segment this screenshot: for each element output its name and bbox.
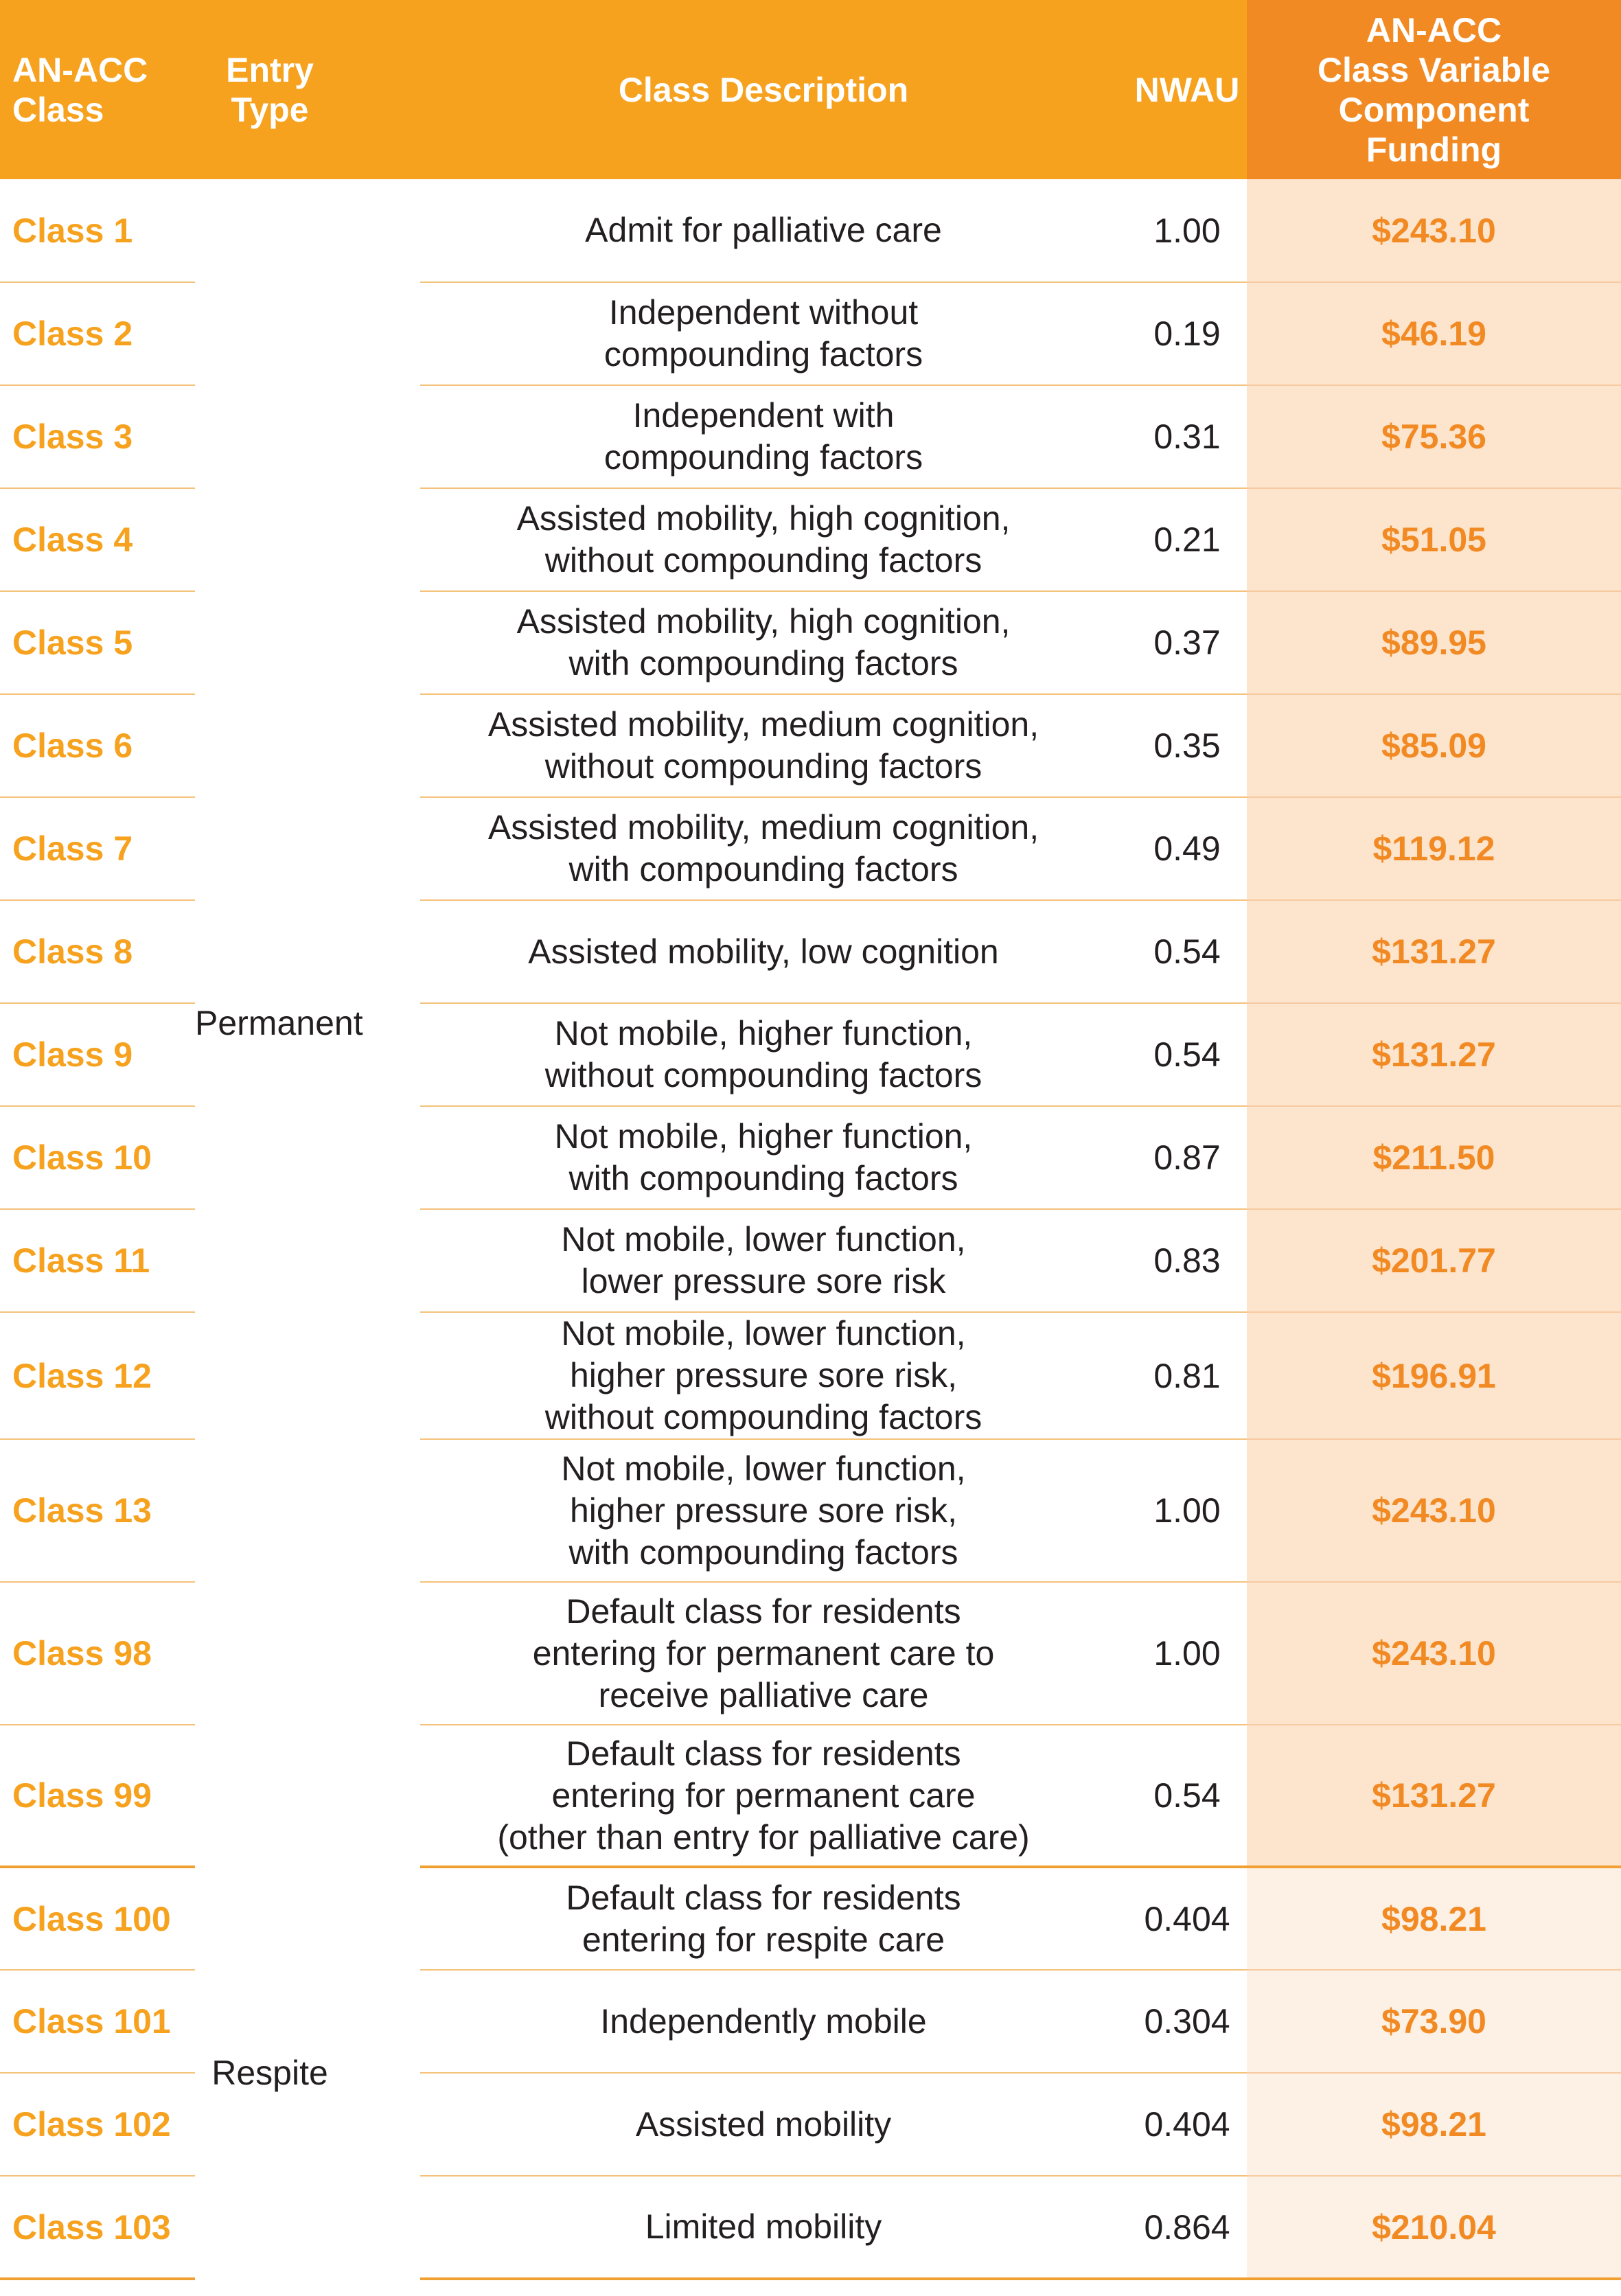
description-line: Assisted mobility, low cognition — [528, 932, 999, 971]
class-name: Class 99 — [0, 1725, 195, 1867]
description-line: Limited mobility — [645, 2207, 882, 2246]
nwau-value: 1.00 — [1107, 1439, 1247, 1582]
class-description — [420, 797, 1107, 900]
nwau-value: 0.54 — [1107, 1003, 1247, 1106]
nwau-value: 0.81 — [1107, 1312, 1247, 1439]
funding-value: $131.27 — [1247, 1725, 1621, 1867]
permanent-group — [0, 179, 1621, 1867]
class-name: Class 103 — [0, 2176, 195, 2279]
class-description — [420, 1970, 1107, 2073]
class-name: Class 8 — [0, 900, 195, 1003]
nwau-value: 0.54 — [1107, 1725, 1247, 1867]
header-nwau: NWAU — [1107, 0, 1247, 179]
class-name: Class 11 — [0, 1209, 195, 1312]
description-line: Independently mobile — [600, 2001, 927, 2041]
description-line: Not mobile, lower function, — [561, 1220, 966, 1259]
description-line: lower pressure sore risk — [581, 1262, 946, 1300]
description-line: Not mobile, lower function, — [561, 1449, 966, 1488]
funding-value: $211.50 — [1247, 1106, 1621, 1209]
class-description — [420, 1312, 1107, 1439]
funding-value: $131.27 — [1247, 1003, 1621, 1106]
class-name: Class 102 — [0, 2073, 195, 2176]
description-line: Admit for palliative care — [585, 211, 942, 249]
nwau-value: 0.864 — [1107, 2176, 1247, 2279]
description-line: Not mobile, lower function, — [561, 1314, 966, 1353]
header-funding: AN-ACC Class Variable Component Funding — [1247, 0, 1621, 179]
nwau-value: 0.404 — [1107, 2073, 1247, 2176]
class-description — [420, 2073, 1107, 2176]
class-name: Class 5 — [0, 591, 195, 694]
nwau-value: 0.404 — [1107, 1867, 1247, 1970]
description-line: without compounding factors — [544, 1398, 982, 1436]
class-description — [420, 1003, 1107, 1106]
nwau-value: 0.83 — [1107, 1209, 1247, 1312]
description-line: Not mobile, higher function, — [554, 1014, 973, 1053]
funding-value: $98.21 — [1247, 2073, 1621, 2176]
description-line: Default class for residents — [566, 1878, 961, 1917]
table-row — [0, 1867, 1621, 1970]
header-class-description: Class Description — [420, 0, 1107, 179]
nwau-value: 0.21 — [1107, 488, 1247, 591]
class-name: Class 2 — [0, 282, 195, 385]
funding-value: $73.90 — [1247, 1970, 1621, 2073]
description-line: receive palliative care — [598, 1675, 929, 1714]
description-line: Assisted mobility — [635, 2104, 892, 2144]
description-line: Assisted mobility, medium cognition, — [487, 705, 1039, 744]
class-name: Class 1 — [0, 179, 195, 282]
funding-value: $243.10 — [1247, 179, 1621, 282]
nwau-value: 0.304 — [1107, 1970, 1247, 2073]
entry-type: Respite — [211, 2054, 328, 2092]
funding-value: $51.05 — [1247, 488, 1621, 591]
class-description — [420, 282, 1107, 385]
class-name: Class 100 — [0, 1867, 195, 1970]
nwau-value: 0.54 — [1107, 900, 1247, 1003]
description-line: Not mobile, higher function, — [554, 1117, 973, 1156]
description-line: entering for permanent care to — [532, 1633, 995, 1673]
description-line: compounding factors — [603, 438, 923, 477]
funding-value: $210.04 — [1247, 2176, 1621, 2279]
description-line: without compounding factors — [544, 541, 982, 579]
nwau-value: 0.37 — [1107, 591, 1247, 694]
funding-value: $196.91 — [1247, 1312, 1621, 1439]
class-name: Class 6 — [0, 694, 195, 797]
class-description — [420, 1106, 1107, 1209]
class-description — [420, 694, 1107, 797]
funding-value: $119.12 — [1247, 797, 1621, 900]
nwau-value: 0.19 — [1107, 282, 1247, 385]
description-line: higher pressure sore risk, — [569, 1356, 958, 1394]
header-an-acc-class: AN-ACC Class — [0, 0, 195, 179]
funding-value: $89.95 — [1247, 591, 1621, 694]
class-description — [420, 2176, 1107, 2279]
class-name: Class 12 — [0, 1312, 195, 1439]
funding-value: $46.19 — [1247, 282, 1621, 385]
funding-value: $75.36 — [1247, 385, 1621, 488]
description-line: without compounding factors — [544, 1056, 982, 1094]
funding-value: $243.10 — [1247, 1439, 1621, 1582]
description-line: with compounding factors — [568, 1159, 958, 1197]
class-description — [420, 1439, 1107, 1582]
class-description — [420, 488, 1107, 591]
class-description — [420, 1209, 1107, 1312]
table-header — [0, 0, 1621, 179]
nwau-value: 1.00 — [1107, 1582, 1247, 1725]
description-line: Assisted mobility, medium cognition, — [487, 808, 1039, 847]
class-description — [420, 1725, 1107, 1867]
description-line: Assisted mobility, high cognition, — [516, 499, 1011, 538]
description-line: Default class for residents — [566, 1734, 961, 1773]
description-line: with compounding factors — [568, 644, 958, 682]
nwau-value: 0.31 — [1107, 385, 1247, 488]
class-name: Class 13 — [0, 1439, 195, 1582]
description-line: Independent without — [608, 293, 919, 332]
funding-value: $131.27 — [1247, 900, 1621, 1003]
class-name: Class 10 — [0, 1106, 195, 1209]
class-name: Class 7 — [0, 797, 195, 900]
class-name: Class 9 — [0, 1003, 195, 1106]
table-row — [0, 179, 1621, 282]
nwau-value: 1.00 — [1107, 179, 1247, 282]
description-line: (other than entry for palliative care) — [497, 1817, 1030, 1857]
description-line: Independent with — [632, 396, 895, 435]
nwau-value: 0.35 — [1107, 694, 1247, 797]
description-line: with compounding factors — [568, 850, 958, 888]
class-name: Class 4 — [0, 488, 195, 591]
header-entry-type: Entry Type — [195, 0, 420, 179]
respite-group — [0, 1867, 1621, 2279]
class-description — [420, 1582, 1107, 1725]
description-line: entering for permanent care — [551, 1776, 976, 1815]
funding-value: $243.10 — [1247, 1582, 1621, 1725]
class-description — [420, 385, 1107, 488]
class-description — [420, 900, 1107, 1003]
nwau-value: 0.49 — [1107, 797, 1247, 900]
description-line: higher pressure sore risk, — [569, 1491, 958, 1530]
funding-value: $85.09 — [1247, 694, 1621, 797]
description-line: Default class for residents — [566, 1592, 961, 1631]
description-line: Assisted mobility, high cognition, — [516, 602, 1011, 641]
class-name: Class 3 — [0, 385, 195, 488]
nwau-value: 0.87 — [1107, 1106, 1247, 1209]
class-name: Class 98 — [0, 1582, 195, 1725]
description-line: with compounding factors — [568, 1532, 958, 1572]
description-line: compounding factors — [603, 335, 923, 374]
class-description — [420, 1867, 1107, 1970]
description-line: entering for respite care — [582, 1920, 945, 1959]
entry-type: Permanent — [195, 1004, 363, 1042]
funding-value: $201.77 — [1247, 1209, 1621, 1312]
class-name: Class 101 — [0, 1970, 195, 2073]
description-line: without compounding factors — [544, 747, 982, 785]
funding-value: $98.21 — [1247, 1867, 1621, 1970]
class-description — [420, 179, 1107, 282]
class-description — [420, 591, 1107, 694]
